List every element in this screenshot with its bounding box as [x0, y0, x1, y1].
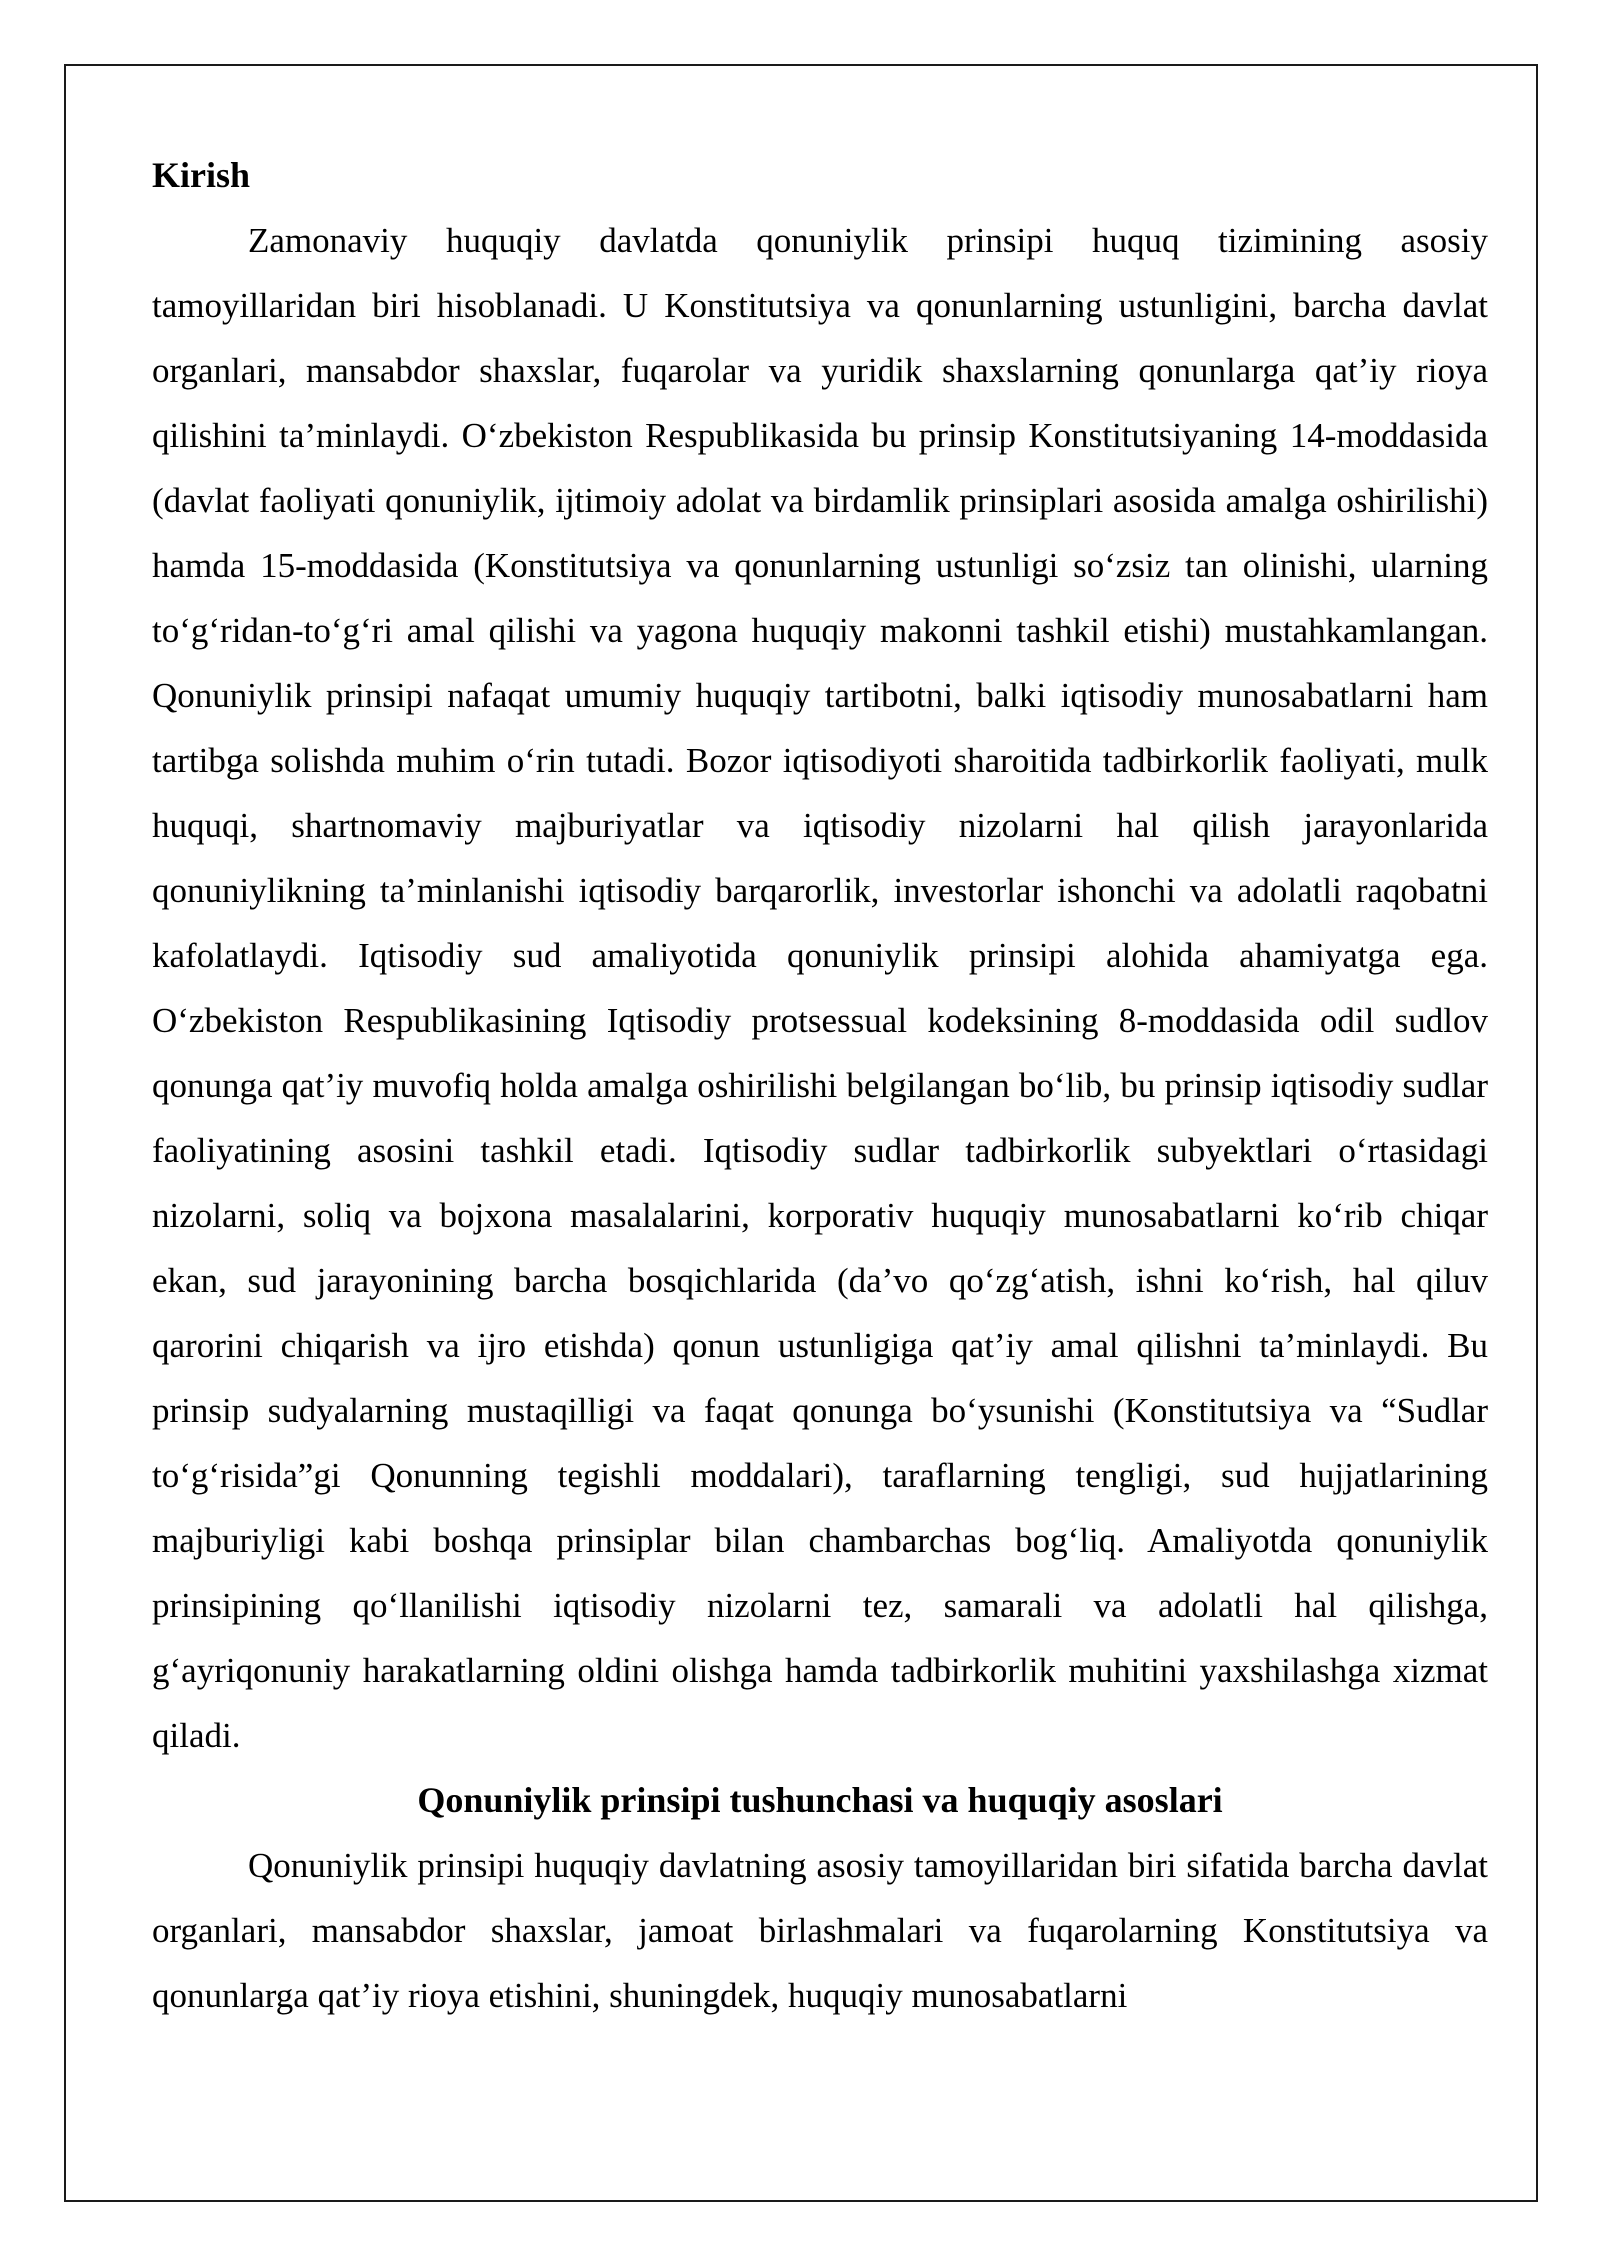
paragraph-section: Qonuniylik prinsipi huquqiy davlatning asosiy tamoyillaridan biri sifatida barcha davlat organlari, mansabdor shaxslar, jamoat birlashmalari va fuqarolarning Konstitutsiya va qonunlarga qat’iy rioya etishini, shuningdek, huquqiy munosabatlarni [152, 1846, 1488, 2015]
heading-intro: Kirish [152, 155, 251, 195]
document-body [152, 143, 1488, 2028]
heading-section: Qonuniylik prinsipi tushunchasi va huquqiy asoslari [417, 1780, 1223, 1820]
paragraph-intro: Zamonaviy huquqiy davlatda qonuniylik prinsipi huquq tizimining asosiy tamoyillaridan biri hisoblanadi. U Konstitutsiya va qonunlarning ustunligini, barcha davlat organlari, mansabdor shaxslar, fuqarolar va yuridik shaxslarning qonunlarga qat’iy rioya qilishini ta’minlaydi. O‘zbekiston Respublikasida bu prinsip Konstitutsiyaning 14-moddasida (davlat faoliyati qonuniylik, ijtimoiy adolat va birdamlik prinsiplari asosida amalga oshirilishi) hamda 15-moddasida (Konstitutsiya va qonunlarning ustunligi so‘zsiz tan olinishi, ularning to‘g‘ridan-to‘g‘ri amal qilishi va yagona huquqiy makonni tashkil etishi) mustahkamlangan. Qonuniylik prinsipi nafaqat umumiy huquqiy tartibotni, balki iqtisodiy munosabatlarni ham tartibga solishda muhim o‘rin tutadi. Bozor iqtisodiyoti sharoitida tadbirkorlik faoliyati, mulk huquqi, shartnomaviy majburiyatlar va iqtisodiy nizolarni hal qilish jarayonlarida qonuniylikning ta’minlanishi iqtisodiy barqarorlik, investorlar ishonchi va adolatli raqobatni kafolatlaydi. Iqtisodiy sud amaliyotida qonuniylik prinsipi alohida ahamiyatga ega. O‘zbekiston Respublikasining Iqtisodiy protsessual kodeksining 8-moddasida odil sudlov qonunga qat’iy muvofiq holda amalga oshirilishi belgilangan bo‘lib, bu prinsip iqtisodiy sudlar faoliyatining asosini tashkil etadi. Iqtisodiy sudlar tadbirkorlik subyektlari o‘rtasidagi nizolarni, soliq va bojxona masalalarini, korporativ huquqiy munosabatlarni ko‘rib chiqar ekan, sud jarayonining barcha bosqichlarida (da’vo qo‘zg‘atish, ishni ko‘rish, hal qiluv qarorini chiqarish va ijro etishda) qonun ustunligiga qat’iy amal qilishni ta’minlaydi. Bu prinsip sudyalarning mustaqilligi va faqat qonunga bo‘ysunishi (Konstitutsiya va “Sudlar to‘g‘risida”gi Qonunning tegishli moddalari), taraflarning tengligi, sud hujjatlarining majburiyligi kabi boshqa prinsiplar bilan chambarchas bog‘liq. Amaliyotda qonuniylik prinsipining qo‘llanilishi iqtisodiy nizolarni tez, samarali va adolatli hal qilishga, g‘ayriqonuniy harakatlarning oldini olishga hamda tadbirkorlik muhitini yaxshilashga xizmat qiladi. [152, 221, 1488, 1755]
